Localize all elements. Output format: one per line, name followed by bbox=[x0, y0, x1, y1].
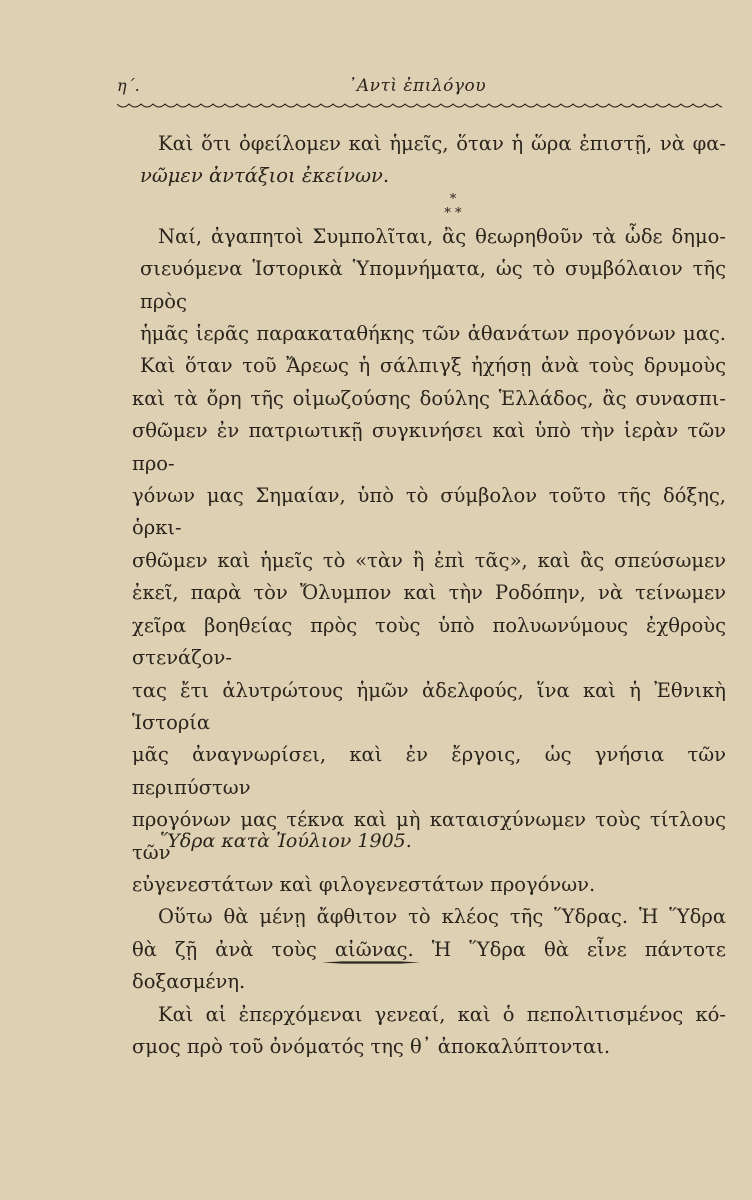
text-line: σμος πρὸ τοῦ ὀνόματός της θ᾿ ἀποκαλύπτονται. bbox=[132, 1034, 611, 1058]
text-line: Οὕτω θὰ μένῃ ἄφθιτον τὸ κλέος τῆς Ὕδρας. Ἡ Ὕδρα bbox=[158, 905, 726, 929]
text-line: Ναί, ἀγαπητοὶ Συμπολῖται, ἂς θεωρηθοῦν τὰ ὧδε δημο- bbox=[158, 224, 726, 248]
main-text bbox=[132, 128, 726, 1063]
text-line: σθῶμεν καὶ ἡμεῖς τὸ «τὰν ἢ ἐπὶ τᾶς», καὶ ἂς σπεύσωμεν bbox=[132, 548, 726, 572]
asterism: * * * bbox=[444, 191, 462, 221]
closing-rule bbox=[322, 960, 420, 965]
text-line: χεῖρα βοηθείας πρὸς τοὺς ὑπὸ πολυωνύμους ἐχθροὺς στενάζον- bbox=[132, 613, 726, 670]
text-line: μᾶς ἀναγνωρίσει, καὶ ἐν ἔργοις, ὡς γνήσια τῶν περιπύστων bbox=[132, 743, 726, 799]
text-line: Καὶ ὅταν τοῦ Ἄρεως ἡ σάλπιγξ ἠχήσῃ ἀνὰ τοὺς δρυμοὺς bbox=[140, 354, 726, 378]
dateline: Ὕδρα κατὰ Ἰούλιον 1905. bbox=[160, 830, 412, 852]
decorative-wavy-rule bbox=[117, 100, 722, 112]
text-line: Καὶ αἱ ἐπερχόμεναι γενεαί, καὶ ὁ πεπολιτισμένος κό- bbox=[158, 1002, 726, 1026]
text-line: σιευόμενα Ἱστορικὰ Ὑπομνήματα, ὡς τὸ συμβόλαιον τῆς πρὸς bbox=[140, 257, 726, 313]
text-line: γόνων μας Σημαίαν, ὑπὸ τὸ σύμβολον τοῦτο τῆς δόξης, ὁρκι- bbox=[132, 484, 726, 540]
text-line: προγόνων μας τέκνα καὶ μὴ καταισχύνωμεν τοὺς τίτλους τῶν bbox=[132, 808, 726, 864]
text-line bbox=[140, 160, 726, 192]
text-line: καὶ τὰ ὄρη τῆς οἰμωζούσης δούλης Ἑλλάδος, ἂς συνασπι- bbox=[132, 386, 726, 410]
text-line: σθῶμεν ἐν πατριωτικῇ συγκινήσει καὶ ὑπὸ τὴν ἱερὰν τῶν προ- bbox=[132, 419, 726, 475]
text-line: τας ἔτι ἀλυτρώτους ἡμῶν ἀδελφούς, ἵνα καὶ ἡ Ἐθνικὴ Ἱστορία bbox=[132, 678, 726, 734]
text-line: θὰ ζῇ ἀνὰ τοὺς αἰῶνας. Ἡ Ὕδρα θὰ εἶνε πάντοτε δοξασμένη. bbox=[132, 937, 726, 994]
text-line: εὐγενεστάτων καὶ φιλογενεστάτων προγόνων. bbox=[132, 872, 596, 896]
text-line: ἐκεῖ, παρὰ τὸν Ὄλυμπον καὶ τὴν Ροδόπην, νὰ τείνωμεν bbox=[132, 581, 726, 605]
page-number: η΄. bbox=[117, 76, 140, 95]
page-header bbox=[117, 76, 717, 102]
text-line: ἡμᾶς ἱερᾶς παρακαταθήκης τῶν ἀθανάτων προγόνων μας. bbox=[140, 322, 726, 346]
text-line-italic: νῶμεν ἀντάξιοι ἐκείνων. bbox=[140, 164, 390, 188]
text-line: Καὶ ὅτι ὀφείλομεν καὶ ἡμεῖς, ὅταν ἡ ὥρα ἐπιστῇ, νὰ φα- bbox=[158, 132, 726, 155]
running-title: ᾿Αντὶ ἐπιλόγου bbox=[347, 76, 487, 96]
